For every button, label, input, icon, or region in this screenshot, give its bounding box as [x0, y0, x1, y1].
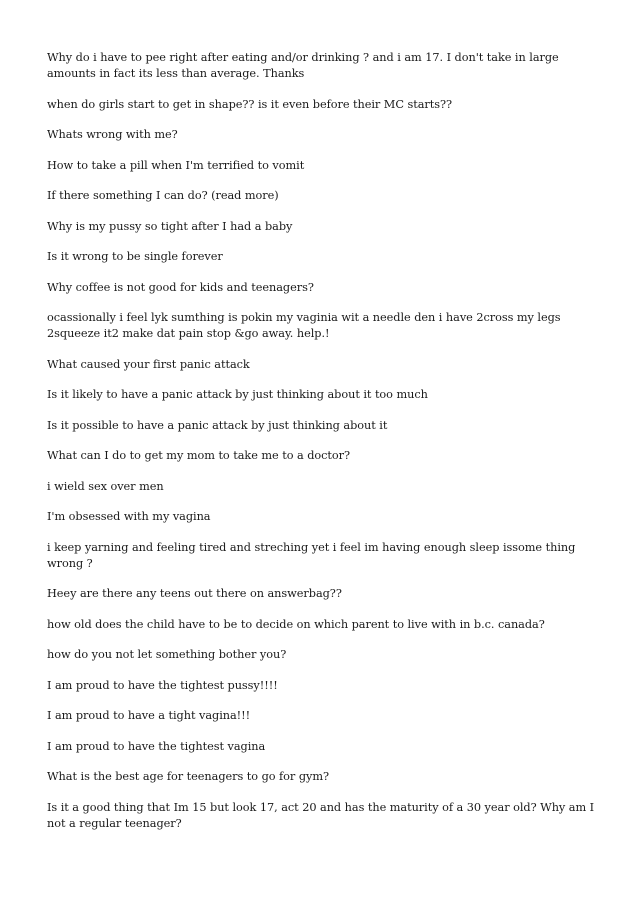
- question-item: Why do i have to pee right after eating and/or drinking ? and i am 17. I don't take in large amounts in fact its less than average. Thanks: [47, 51, 559, 80]
- question-item: Is it a good thing that Im 15 but look 17, act 20 and has the maturity of a 30 year old? Why am I not a regular teenager?: [47, 800, 595, 830]
- question-item: What caused your first panic attack: [47, 357, 250, 371]
- question-item: Why coffee is not good for kids and teenagers?: [47, 280, 314, 294]
- question-item: when do girls start to get in shape?? is it even before their MC starts??: [47, 97, 452, 111]
- question-item: i wield sex over men: [47, 479, 164, 493]
- question-item: Is it likely to have a panic attack by just thinking about it too much: [47, 388, 428, 401]
- question-item: I'm obsessed with my vagina: [47, 510, 211, 523]
- question-item: How to take a pill when I'm terrified to vomit: [47, 158, 305, 172]
- question-item: Heey are there any teens out there on answerbag??: [47, 587, 342, 600]
- question-item: Is it wrong to be single forever: [47, 250, 223, 263]
- question-item: What can I do to get my mom to take me to a doctor?: [47, 449, 351, 462]
- question-item: I am proud to have the tightest pussy!!!!: [47, 678, 278, 692]
- question-item: ocassionally i feel lyk sumthing is pokin my vaginia wit a needle den i have 2cross my legs 2squeeze it2 make dat pain stop &go away. help.!: [47, 311, 561, 340]
- question-item: how do you not let something bother you?: [47, 648, 287, 661]
- question-item: how old does the child have to be to decide on which parent to live with in b.c. canada?: [47, 617, 545, 631]
- question-item: i keep yarning and feeling tired and streching yet i feel im having enough sleep issome thing wrong ?: [47, 540, 576, 570]
- question-item: Whats wrong with me?: [47, 128, 178, 141]
- question-item: Why is my pussy so tight after I had a baby: [47, 219, 293, 233]
- question-item: I am proud to have the tightest vagina: [47, 739, 266, 753]
- question-item: Is it possible to have a panic attack by just thinking about it: [47, 418, 388, 432]
- question-item: I am proud to have a tight vagina!!!: [47, 709, 251, 722]
- question-item: What is the best age for teenagers to go for gym?: [47, 770, 329, 783]
- question-item: If there something I can do? (read more): [47, 189, 279, 202]
- question-list: [47, 50, 595, 846]
